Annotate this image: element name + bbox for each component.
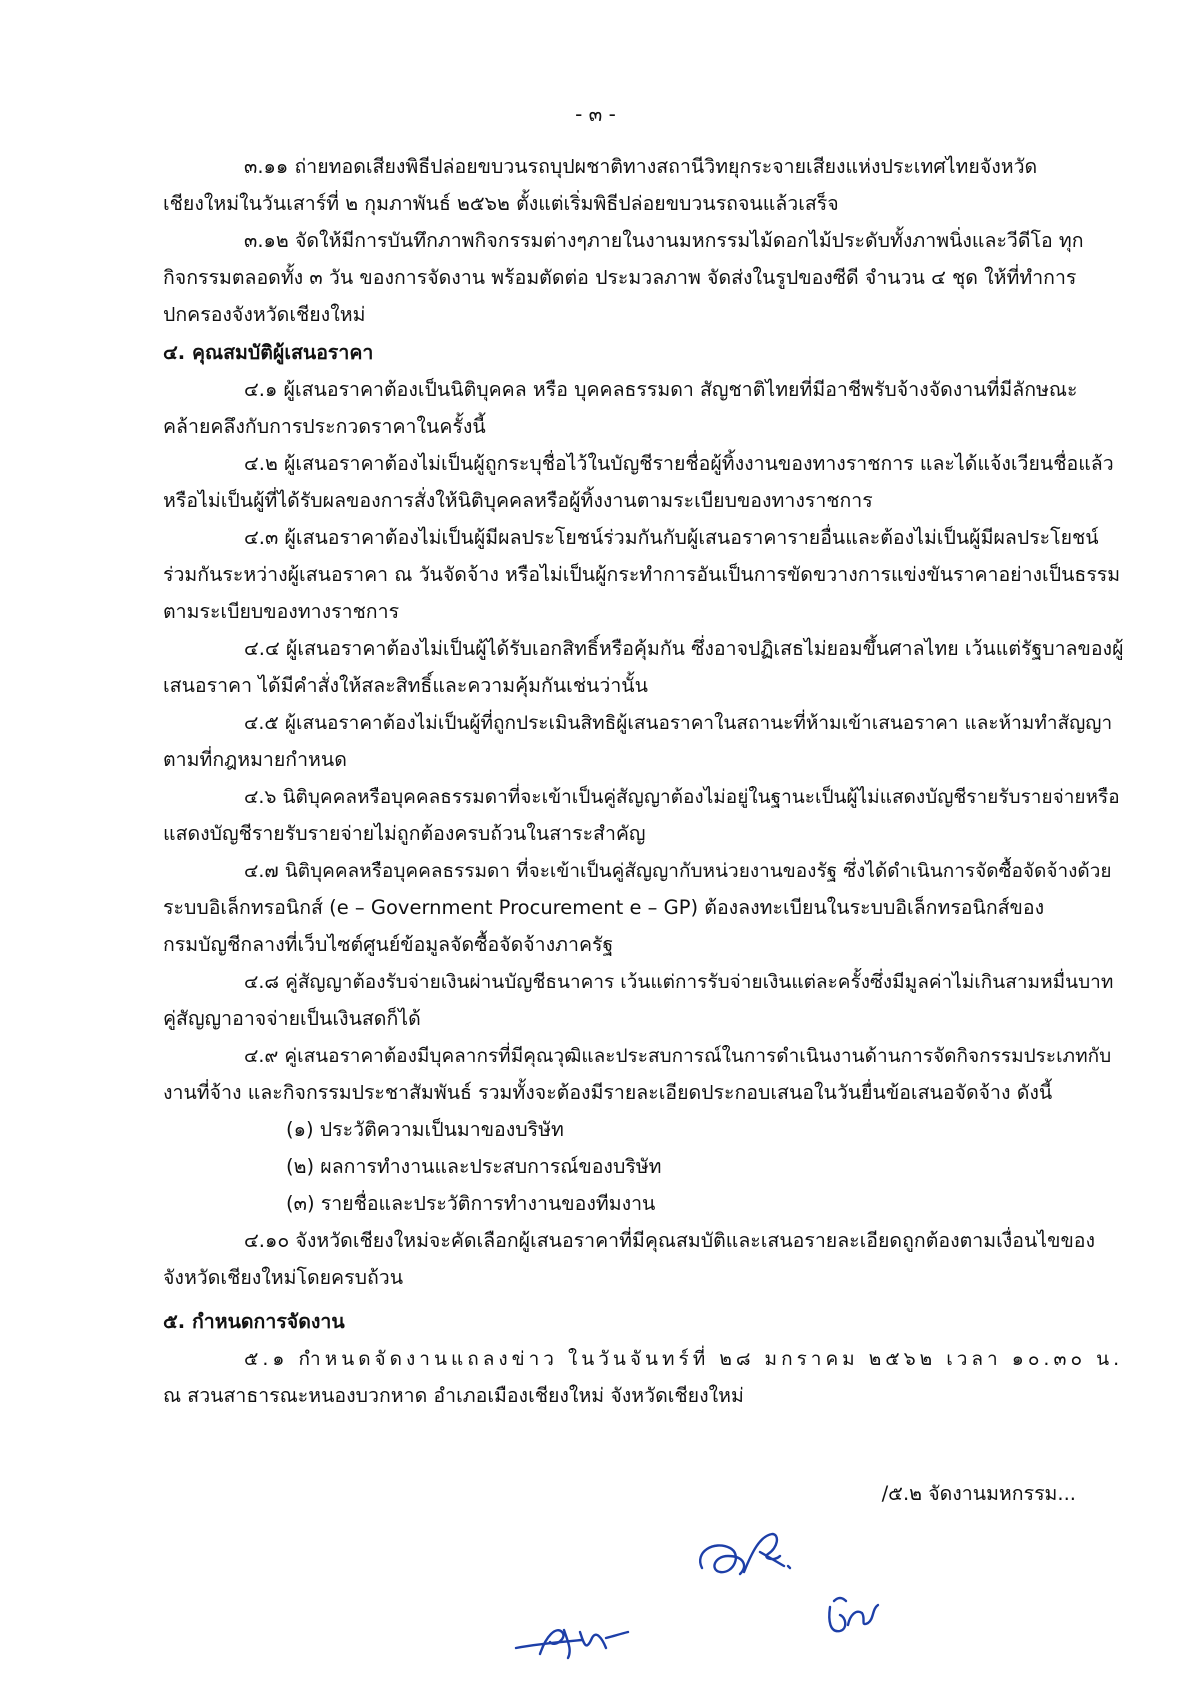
paragraph-4-10-line-2: จังหวัดเชียงใหม่โดยครบถ้วน (163, 1266, 404, 1289)
paragraph-4-8-line-1: ๔.๘ คู่สัญญาต้องรับจ่ายเงินผ่านบัญชีธนาคาร เว้นแต่การรับจ่ายเงินแต่ละครั้งซึ่งมีมูลค่าไม่เกินสามหมื่นบาท (244, 971, 1114, 993)
paragraph-4-6-line-1: ๔.๖ นิติบุคคลหรือบุคคลธรรมดาที่จะเข้าเป็นคู่สัญญาต้องไม่อยู่ในฐานะเป็นผู้ไม่แสดงบัญชีรายรับรายจ่ายหรือ (244, 786, 1120, 808)
paragraph-4-3-line-3: ตามระเบียบของทางราชการ (163, 600, 400, 623)
paragraph-4-3-line-2: ร่วมกันระหว่างผู้เสนอราคา ณ วันจัดจ้าง หรือไม่เป็นผู้กระทำการอันเป็นการขัดขวางการแข่งขันราคาอย่างเป็นธรรม (163, 563, 1121, 586)
paragraph-4-7-line-2: ระบบอิเล็กทรอนิกส์ (e – Government Procurement e – GP) ต้องลงทะเบียนในระบบอิเล็กทรอนิกส์ของ (163, 896, 1045, 919)
list-item-1: (๑) ประวัติความเป็นมาของบริษัท (286, 1118, 564, 1141)
section-4-heading: ๔. คุณสมบัติผู้เสนอราคา (163, 341, 374, 364)
page-number: - ๓ - (575, 102, 616, 126)
paragraph-4-5-line-2: ตามที่กฎหมายกำหนด (163, 748, 347, 771)
paragraph-4-4-line-1: ๔.๔ ผู้เสนอราคาต้องไม่เป็นผู้ได้รับเอกสิทธิ์หรือคุ้มกัน ซึ่งอาจปฏิเสธไม่ยอมขึ้นศาลไทย เว้นแต่รัฐบาลของผู้ (244, 637, 1124, 660)
paragraph-4-10-line-1: ๔.๑๐ จังหวัดเชียงใหม่จะคัดเลือกผู้เสนอราคาที่มีคุณสมบัติและเสนอรายละเอียดถูกต้องตามเงื่อนไขของ (244, 1229, 1096, 1252)
paragraph-5-1-line-2: ณ สวนสาธารณะหนองบวกหาด อำเภอเมืองเชียงใหม่ จังหวัดเชียงใหม่ (163, 1384, 744, 1407)
paragraph-4-7-line-3: กรมบัญชีกลางที่เว็บไซต์ศูนย์ข้อมูลจัดซื้อจัดจ้างภาครัฐ (163, 933, 614, 956)
paragraph-4-2-line-1: ๔.๒ ผู้เสนอราคาต้องไม่เป็นผู้ถูกระบุชื่อไว้ในบัญชีรายชื่อผู้ทิ้งงานของทางราชการ และได้แจ้งเวียนชื่อแล้ว (244, 452, 1114, 475)
paragraph-4-7-line-1: ๔.๗ นิติบุคคลหรือบุคคลธรรมดา ที่จะเข้าเป็นคู่สัญญากับหน่วยงานของรัฐ ซึ่งได้ดำเนินการจัดซื้อจัดจ้างด้วย (244, 860, 1112, 882)
continuation-note: /๕.๒ จัดงานมหกรรม... (881, 1482, 1076, 1505)
paragraph-4-6-line-2: แสดงบัญชีรายรับรายจ่ายไม่ถูกต้องครบถ้วนในสาระสำคัญ (163, 822, 646, 845)
paragraph-4-1-line-1: ๔.๑ ผู้เสนอราคาต้องเป็นนิติบุคคล หรือ บุคคลธรรมดา สัญชาติไทยที่มีอาชีพรับจ้างจัดงานที่มีลักษณะ (244, 378, 1078, 401)
paragraph-4-9-line-1: ๔.๙ คู่เสนอราคาต้องมีบุคลากรที่มีคุณวุฒิและประสบการณ์ในการดำเนินงานด้านการจัดกิจกรรมประเภทกับ (244, 1045, 1112, 1067)
paragraph-4-9-line-2: งานที่จ้าง และกิจกรรมประชาสัมพันธ์ รวมทั้งจะต้องมีรายละเอียดประกอบเสนอในวันยื่นข้อเสนอจัดจ้าง ดังนี้ (163, 1081, 1053, 1104)
paragraph-3-11-line-2: เชียงใหม่ในวันเสาร์ที่ ๒ กุมภาพันธ์ ๒๕๖๒ ตั้งแต่เริ่มพิธีปล่อยขบวนรถจนแล้วเสร็จ (163, 192, 839, 215)
paragraph-3-11-line-1: ๓.๑๑ ถ่ายทอดเสียงพิธีปล่อยขบวนรถบุปผชาติทางสถานีวิทยุกระจายเสียงแห่งประเทศไทยจังหวัด (244, 155, 1038, 178)
section-5-heading: ๕. กำหนดการจัดงาน (163, 1310, 345, 1333)
paragraph-3-12-line-2: กิจกรรมตลอดทั้ง ๓ วัน ของการจัดงาน พร้อมตัดต่อ ประมวลภาพ จัดส่งในรูปของซีดี จำนวน ๔ ชุด ให้ที่ทำการ (163, 266, 1077, 289)
list-item-2: (๒) ผลการทำงานและประสบการณ์ของบริษัท (286, 1155, 662, 1178)
paragraph-3-12-line-3: ปกครองจังหวัดเชียงใหม่ (163, 303, 366, 326)
paragraph-4-5-line-1: ๔.๕ ผู้เสนอราคาต้องไม่เป็นผู้ที่ถูกประเมินสิทธิผู้เสนอราคาในสถานะที่ห้ามเข้าเสนอราคา และห้ามทำสัญญา (244, 712, 1113, 734)
list-item-3: (๓) รายชื่อและประวัติการทำงานของทีมงาน (286, 1192, 656, 1215)
paragraph-4-8-line-2: คู่สัญญาอาจจ่ายเป็นเงินสดก็ได้ (163, 1007, 421, 1030)
paragraph-4-1-line-2: คล้ายคลึงกับการประกวดราคาในครั้งนี้ (163, 415, 486, 438)
paragraph-4-4-line-2: เสนอราคา ได้มีคำสั่งให้สละสิทธิ์และความคุ้มกันเช่นว่านั้น (163, 674, 648, 697)
signature-2 (510, 1608, 640, 1668)
paragraph-4-2-line-2: หรือไม่เป็นผู้ที่ได้รับผลของการสั่งให้นิติบุคคลหรือผู้ทิ้งงานตามระเบียบของทางราชการ (163, 489, 873, 512)
signature-3 (820, 1587, 900, 1647)
paragraph-3-12-line-1: ๓.๑๒ จัดให้มีการบันทึกภาพกิจกรรมต่างๆภายในงานมหกรรมไม้ดอกไม้ประดับทั้งภาพนิ่งและวีดีโอ ทุก (244, 229, 1084, 252)
paragraph-5-1-line-1: ๕.๑ กำหนดจัดงานแถลงข่าว ในวันจันทร์ที่ ๒๘ มกราคม ๒๕๖๒ เวลา ๑๐.๓๐ น. (244, 1348, 1124, 1370)
paragraph-4-3-line-1: ๔.๓ ผู้เสนอราคาต้องไม่เป็นผู้มีผลประโยชน์ร่วมกันกับผู้เสนอราคารายอื่นและต้องไม่เป็นผู้มีผลประโยชน์ (244, 526, 1099, 549)
signature-1 (690, 1522, 810, 1592)
